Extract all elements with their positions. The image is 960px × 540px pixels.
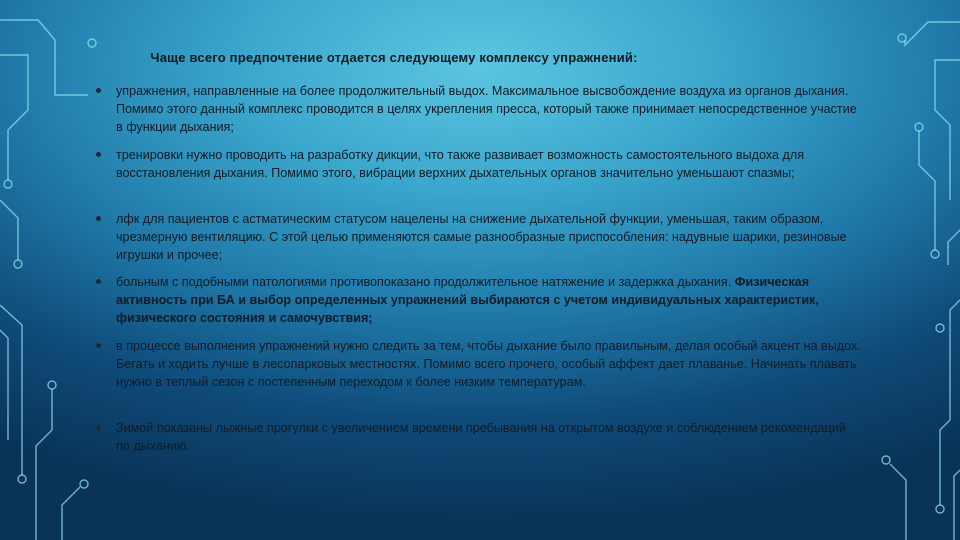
bullet-dot xyxy=(96,152,101,157)
bullet-text: упражнения, направленные на более продолжительный выдох. Максимальное высвобождение воздуха из органов дыхания. Помимо этого данный комплекс проводится в целях укрепления пресса, который также принимает непосредственное участие в функции дыхания; xyxy=(116,84,857,135)
circuit-node xyxy=(4,180,12,188)
bullet-text: в процессе выполнения упражнений нужно следить за тем, чтобы дыхание было правильным, делая особый акцент на выдох. Бегать и ходить лучше в лесопарковых местностях. Помимо всего прочего, особый аффект дает плаванье. Начинать плавать нужно в теплый сезон с постепенным переходом к более низким температурам. xyxy=(116,339,861,390)
bullet-text: Зимой показаны лыжные прогулки с увеличением времени пребывания на открытом воздухе и соблюдением рекомендаций по дыханию. xyxy=(116,421,846,454)
circuit-trace xyxy=(905,22,960,45)
circuit-node xyxy=(936,324,944,332)
bullet-text: тренировки нужно проводить на разработку дикции, что также развивает возможность самостоятельного выдоха для восстановления дыхания. Помимо этого, вибрации верхних дыхательных органов значительно уменьшают спазмы; xyxy=(116,148,805,181)
circuit-node xyxy=(80,480,88,488)
circuit-trace xyxy=(919,131,935,250)
circuit-trace xyxy=(954,470,960,540)
circuit-node xyxy=(18,475,26,483)
circuit-trace xyxy=(0,20,88,95)
bullet-text-regular: больным с подобными патологиями противопоказано продолжительное натяжение и задержка дыхания. xyxy=(116,275,735,289)
circuit-trace xyxy=(948,230,960,265)
bullet-dot xyxy=(96,279,101,284)
bullet-dot xyxy=(96,88,101,93)
bullet-dot xyxy=(96,425,101,430)
circuit-node xyxy=(936,505,944,513)
circuit-node xyxy=(14,260,22,268)
bullet-dot xyxy=(96,216,101,221)
circuit-node xyxy=(915,123,923,131)
circuit-trace xyxy=(36,389,52,540)
bullet-text-bold: Физическая активность при БА и выбор определенных упражнений выбираются с учетом индивидуальных характеристик, физического состояния и самочувствия; xyxy=(116,275,819,326)
circuit-trace xyxy=(0,330,8,440)
bullet-text xyxy=(116,273,861,328)
circuit-trace xyxy=(62,487,80,540)
circuit-node xyxy=(48,381,56,389)
circuit-trace xyxy=(0,305,22,475)
circuit-node xyxy=(88,39,96,47)
circuit-trace xyxy=(935,60,960,200)
circuit-trace xyxy=(0,200,18,260)
circuit-node xyxy=(882,456,890,464)
bullet-text: лфк для пациентов с астматическим статусом нацелены на снижение дыхательной функции, уменьшая, таким образом, чрезмерную вентиляцию. С этой целью применяются самые разнообразные приспособления: надувные шарики, резиновые игрушки и прочее; xyxy=(116,212,847,263)
circuit-node xyxy=(898,34,906,42)
slide-title: Чаще всего предпочтение отдается следующему комплексу упражнений: xyxy=(150,50,638,65)
circuit-trace xyxy=(890,464,906,540)
circuit-node xyxy=(931,250,939,258)
circuit-trace xyxy=(0,55,28,180)
bullet-dot xyxy=(96,343,101,348)
